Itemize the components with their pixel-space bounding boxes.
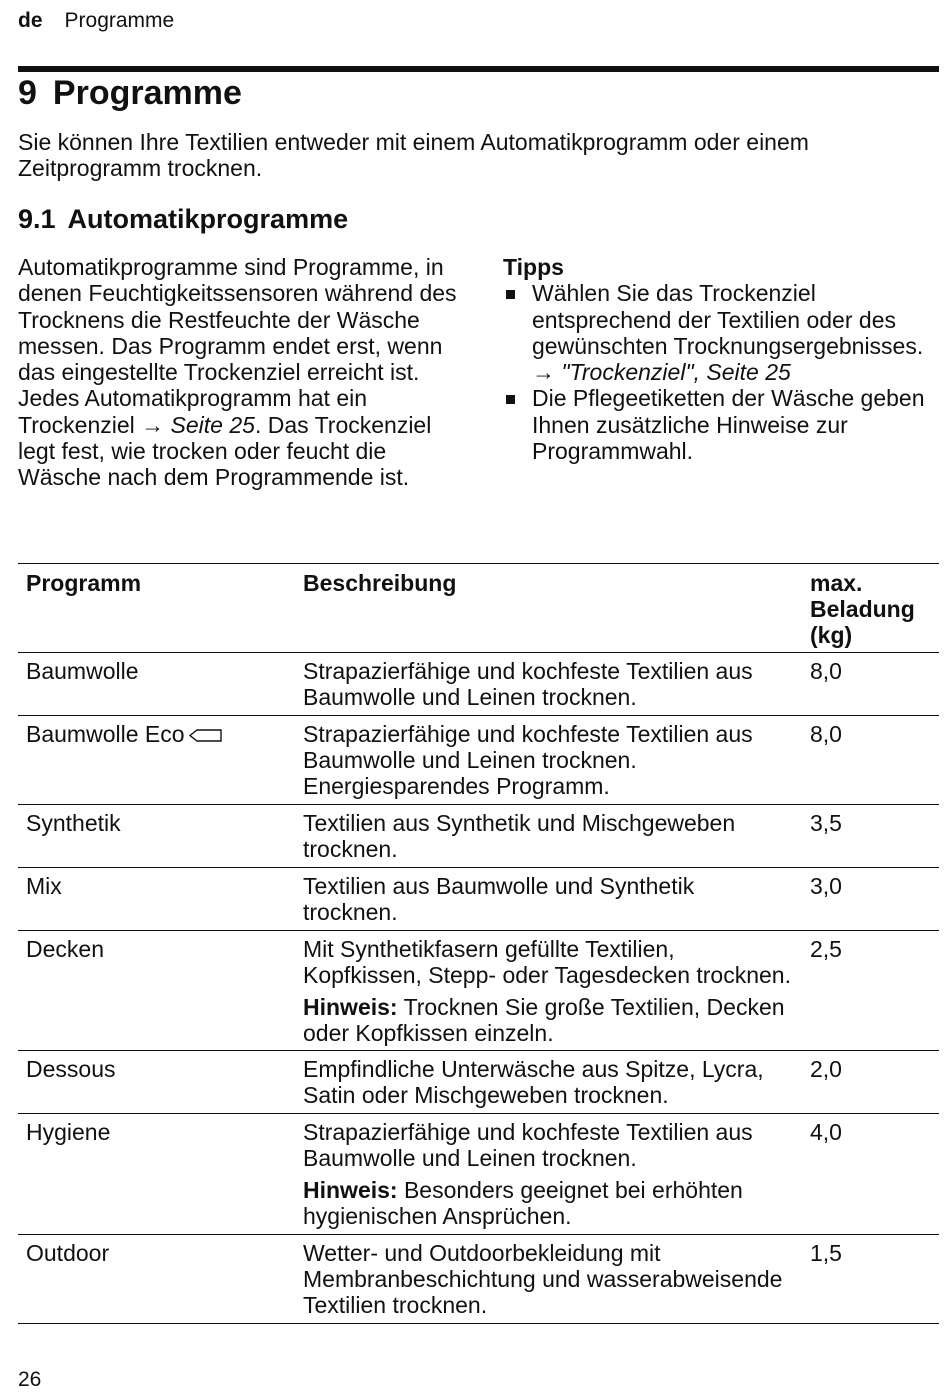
program-description: Strapazierfähige und kochfeste Textilien aus Baumwolle und Leinen trocknen. Energiesparendes Programm. xyxy=(295,716,802,805)
tips-box xyxy=(503,254,943,464)
column-header-program: Programm xyxy=(18,564,295,653)
table-header-row xyxy=(18,564,939,653)
program-load: 8,0 xyxy=(802,716,939,805)
hint-note xyxy=(303,994,794,1046)
tip-item xyxy=(503,280,943,385)
tip-reference xyxy=(532,359,791,385)
program-name: Decken xyxy=(18,931,295,1051)
header-section: Programme xyxy=(64,9,175,32)
program-name: Synthetik xyxy=(18,805,295,868)
left-text-part1: Automatikprogramme sind Programme, in denen Feuchtigkeitssensoren während des Trocknens die Restfeuchte der Wäsche messen. Das Programm endet erst, wenn das eingestellte Trockenziel erreicht ist. Jedes Automatikprogramm hat ein Trockenziel xyxy=(18,254,457,438)
tip-text: Wählen Sie das Trockenziel entsprechend der Textilien oder des gewünschten Trocknungsergebnisses. xyxy=(532,280,924,359)
program-table xyxy=(18,563,939,1324)
table-row xyxy=(18,1114,939,1235)
tip-text: Die Pflegeetiketten der Wäsche geben Ihnen zusätzliche Hinweise zur Programmwahl. xyxy=(532,385,925,465)
program-name: Dessous xyxy=(18,1051,295,1114)
tips-list xyxy=(503,280,943,464)
arrow-icon: → xyxy=(141,411,165,438)
program-description-cell xyxy=(295,1114,802,1235)
hint-label: Hinweis: xyxy=(303,994,398,1020)
program-load: 4,0 xyxy=(802,1114,939,1235)
program-load: 8,0 xyxy=(802,653,939,716)
page-number: 26 xyxy=(18,1368,42,1391)
tip-item xyxy=(503,385,943,464)
program-load: 3,0 xyxy=(802,868,939,931)
hint-text: Trocknen Sie große Textilien, Decken oder Kopfkissen einzeln. xyxy=(303,994,785,1046)
table-row xyxy=(18,1051,939,1114)
program-description: Textilien aus Synthetik und Mischgeweben trocknen. xyxy=(295,805,802,868)
left-text-part2: . Das Trockenziel legt fest, wie trocken oder feucht die Wäsche nach dem Programmende ist. xyxy=(18,411,432,491)
program-name: Baumwolle xyxy=(18,653,295,716)
automatic-programs-description xyxy=(18,254,458,491)
subsection-title-text: Automatikprogramme xyxy=(67,204,349,234)
program-description: Textilien aus Baumwolle und Synthetik trocknen. xyxy=(295,868,802,931)
subsection-number: 9.1 xyxy=(18,204,56,234)
page-reference-link[interactable]: Seite 25 xyxy=(170,411,255,438)
chapter-number: 9 xyxy=(18,74,37,112)
table-row xyxy=(18,716,939,805)
program-load: 2,5 xyxy=(802,931,939,1051)
program-description: Strapazierfähige und kochfeste Textilien aus Baumwolle und Leinen trocknen. xyxy=(303,1119,753,1171)
program-description: Wetter- und Outdoorbekleidung mit Membranbeschichtung und wasserabweisende Textilien trocknen. xyxy=(295,1235,802,1324)
table-row xyxy=(18,1235,939,1324)
hint-label: Hinweis: xyxy=(303,1177,398,1203)
table-row xyxy=(18,653,939,716)
tips-title: Tipps xyxy=(503,254,564,280)
chapter-title xyxy=(18,74,258,113)
table-row xyxy=(18,805,939,868)
program-name: Outdoor xyxy=(18,1235,295,1324)
program-description: Mit Synthetikfasern gefüllte Textilien, Kopfkissen, Stepp- oder Tagesdecken trocknen. xyxy=(303,936,791,988)
program-name: Hygiene xyxy=(18,1114,295,1235)
program-description: Empfindliche Unterwäsche aus Spitze, Lycra, Satin oder Mischgeweben trocknen. xyxy=(295,1051,802,1114)
hint-text: Besonders geeignet bei erhöhten hygienischen Ansprüchen. xyxy=(303,1177,743,1229)
program-load: 1,5 xyxy=(802,1235,939,1324)
column-header-description: Beschreibung xyxy=(295,564,802,653)
column-header-load: max. Beladung (kg) xyxy=(802,564,939,653)
program-description: Strapazierfähige und kochfeste Textilien aus Baumwolle und Leinen trocknen. xyxy=(295,653,802,716)
program-name: Baumwolle Eco xyxy=(26,721,185,747)
header-rule xyxy=(18,66,939,72)
program-load: 2,0 xyxy=(802,1051,939,1114)
eco-icon xyxy=(189,729,222,742)
hint-note xyxy=(303,1177,794,1229)
program-description-cell xyxy=(295,931,802,1051)
running-header xyxy=(18,9,174,33)
program-load: 3,5 xyxy=(802,805,939,868)
chapter-title-text: Programme xyxy=(52,74,242,112)
table-row xyxy=(18,868,939,931)
subsection-title xyxy=(18,204,360,235)
table-row xyxy=(18,931,939,1051)
program-name-cell xyxy=(18,716,295,805)
intro-paragraph: Sie können Ihre Textilien entweder mit einem Automatikprogramm oder einem Zeitprogramm trocknen. xyxy=(18,129,809,181)
tip-reference-link[interactable]: "Trockenziel", Seite 25 xyxy=(561,359,791,386)
language-code: de xyxy=(18,9,43,32)
arrow-icon: → xyxy=(532,359,555,386)
program-name: Mix xyxy=(18,868,295,931)
